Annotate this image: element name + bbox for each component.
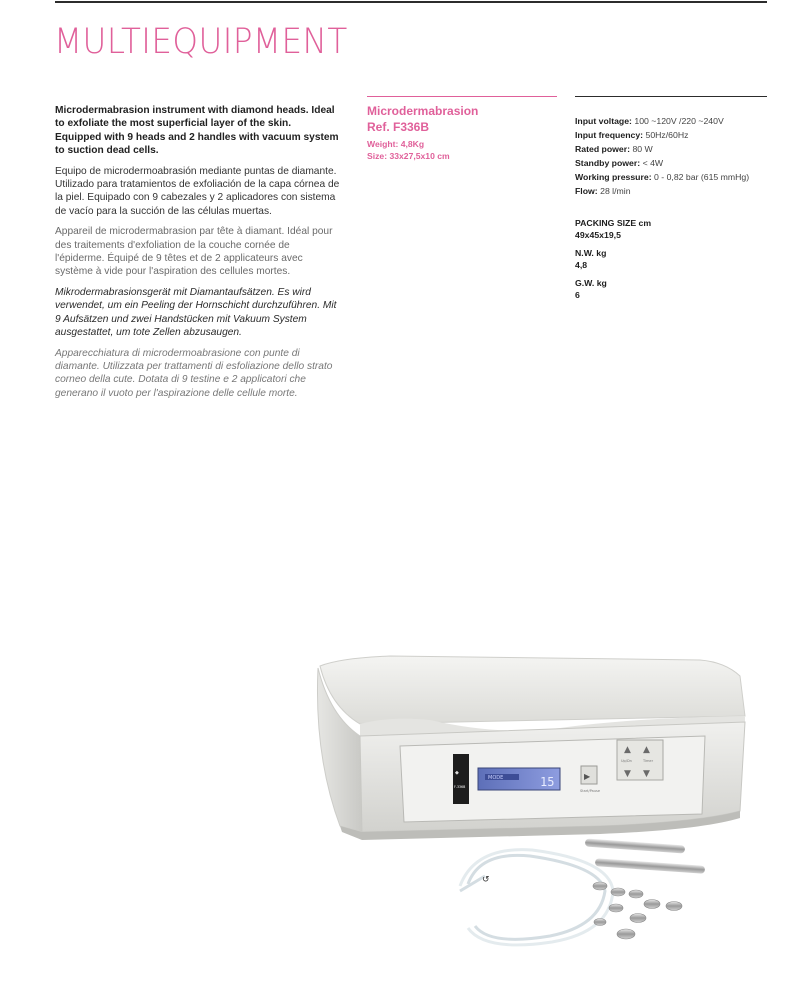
- description-english: Microdermabrasion instrument with diamond heads. Ideal to exfoliate the most superficial layer of the skin. Equipped with 9 heads and 2 handles with vacuum system to suction dead cells.: [55, 105, 339, 157]
- description-french: Appareil de microdermabrasion par tête à diamant. Idéal pour des traitements d'exfoliation de la couche cornée de l'épiderme. Équipé de 9 têtes et de 2 applicateurs avec système à vide pour l'aspiration des cellules mortes.: [55, 226, 333, 278]
- up-arrow-icon: ▲: [624, 745, 631, 755]
- lcd-value-text: 15: [540, 775, 555, 789]
- down-arrow-icon: ▼: [624, 769, 631, 779]
- net-weight-label: N.W. kg: [575, 248, 607, 258]
- product-size: Size: 33x27,5x10 cm: [367, 150, 450, 161]
- spec-input-frequency: Input frequency: 50Hz/60Hz: [575, 130, 689, 140]
- vacuum-tube: [460, 850, 613, 945]
- product-weight: Weight: 4,8Kg: [367, 139, 425, 149]
- spec-rated-power: Rated power: 80 W: [575, 144, 653, 154]
- spec-flow: Flow: 28 l/min: [575, 186, 631, 196]
- gross-weight-value: 6: [575, 289, 580, 300]
- handpieces: [585, 839, 705, 874]
- spec-working-pressure: Working pressure: 0 - 0,82 bar (615 mmHg): [575, 172, 750, 182]
- up-arrow-icon: ▲: [643, 745, 650, 755]
- spec-list: [575, 114, 767, 198]
- product-ref: Ref. F336B: [367, 120, 430, 134]
- spec-input-voltage: Input voltage: 100 ~120V /220 ~240V: [575, 116, 724, 126]
- svg-text:◆: ◆: [455, 770, 459, 776]
- description-column: [55, 104, 340, 407]
- technical-specs: [575, 96, 767, 301]
- updown-label: Up/Dn: [621, 759, 632, 763]
- play-pause-icon: ▶: [584, 772, 591, 781]
- start-pause-label: Start/Pause: [580, 789, 601, 793]
- down-arrow-icon: ▼: [643, 769, 650, 779]
- packing-info: [575, 218, 767, 301]
- description-german: Mikrodermabrasionsgerät mit Diamantaufsätzen. Es wird verwendet, um ein Peeling der Hornschicht durchzuführen. Mit 9 Aufsätzen und zwei Handstücken mit Vakuum System ausgestattet, um tote Zellen abzusaugen.: [55, 286, 337, 339]
- net-weight-value: 4,8: [575, 259, 588, 270]
- product-image: [300, 636, 775, 956]
- packing-size-value: 49x45x19,5: [575, 229, 621, 240]
- device-body: [317, 656, 745, 840]
- timer-label: Timer: [643, 759, 654, 763]
- page-title: MULTIEQUIPMENT: [54, 22, 348, 62]
- device-model-label: F-336B: [454, 785, 466, 789]
- spec-standby-power: Standby power: < 4W: [575, 158, 664, 168]
- lcd-mode-text: MODE: [488, 775, 504, 781]
- product-summary: [367, 96, 557, 162]
- description-spanish: Equipo de microdermoabrasión mediante puntas de diamante. Utilizado para tratamientos de exfoliación de la capa córnea de la piel. Equipado con 9 cabezales y 2 aplicadores con sistema de vacío para la succión de las células muertas.: [55, 165, 340, 217]
- description-italian: Apparecchiatura di microdermoabrasione con punte di diamante. Utilizzata per trattamenti di esfoliazione dello strato corneo della cute. Dotata di 9 testine e 2 applicatori che generano il vuoto per l'aspirazione delle cellule morte.: [55, 347, 333, 399]
- product-name: Microdermabrasion: [367, 104, 479, 118]
- gross-weight-label: G.W. kg: [575, 278, 607, 288]
- tube-clip-icon: ↺: [482, 875, 490, 885]
- top-rule: [55, 1, 767, 3]
- packing-size-label: PACKING SIZE cm: [575, 218, 652, 228]
